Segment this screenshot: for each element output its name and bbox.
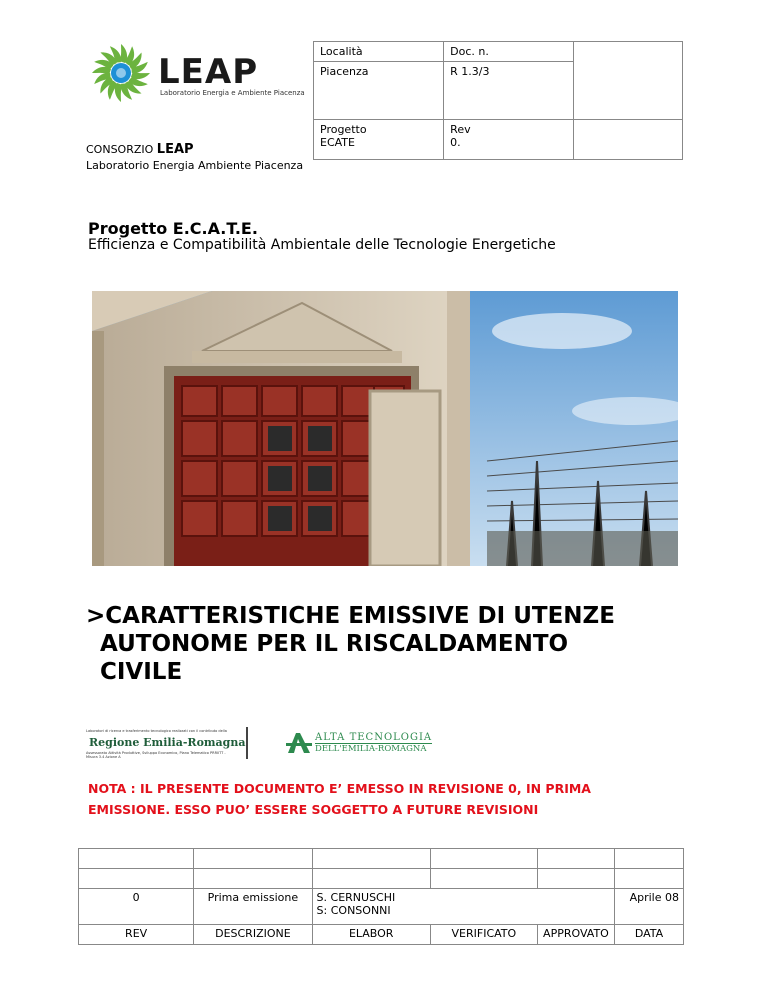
rev-value: 0. xyxy=(450,136,461,149)
alta-tecnologia-emblem-icon xyxy=(286,731,312,755)
header-info-table xyxy=(313,41,683,160)
alta-tecnologia-line-1: ALTA TECNOLOGIA xyxy=(315,731,433,743)
doc-value: R 1.3/3 xyxy=(444,62,574,120)
progetto-value: ECATE xyxy=(320,136,355,149)
project-subtitle: Efficienza e Compatibilità Ambientale delle Tecnologie Energetiche xyxy=(88,237,556,253)
localita-label: Località xyxy=(314,42,444,62)
document-title-line-2: AUTONOME PER IL RISCALDAMENTO xyxy=(100,631,569,657)
rev-header-data: DATA xyxy=(615,925,684,945)
regione-logo-bottom-text: Assessorato Attività Produttive, Sviluppo Economico, Piano Telematico PRRIITT - Misura 3.4 Azione A xyxy=(86,751,226,759)
rev-table-empty xyxy=(79,869,194,889)
regione-logo-top-text: Laboratori di ricerca e trasferimento tecnologico realizzati con il contributo della xyxy=(86,729,227,733)
rev-table-empty xyxy=(312,869,430,889)
header-empty-cell xyxy=(574,42,683,120)
cover-photo xyxy=(92,291,678,566)
rev-number-cell: 0 xyxy=(79,889,194,925)
rev-header-descrizione: DESCRIZIONE xyxy=(194,925,312,945)
document-title xyxy=(86,602,686,686)
consorzio-full-name: Laboratorio Energia Ambiente Piacenza xyxy=(86,159,304,172)
rev-header-approvato: APPROVATO xyxy=(537,925,614,945)
project-title: Progetto E.C.A.T.E. xyxy=(88,219,258,238)
doc-label: Doc. n. xyxy=(444,42,574,62)
consorzio-label xyxy=(86,142,194,157)
rev-description-cell: Prima emissione xyxy=(194,889,312,925)
rev-header-elabor: ELABOR xyxy=(312,925,430,945)
rev-table-empty xyxy=(537,849,614,869)
rev-table-empty xyxy=(615,869,684,889)
rev-table-empty xyxy=(430,849,537,869)
rev-label: Rev xyxy=(450,123,471,136)
consorzio-name: LEAP xyxy=(156,142,194,157)
rev-header-verificato: VERIFICATO xyxy=(430,925,537,945)
document-title-line-3: CIVILE xyxy=(100,659,183,685)
logo-wordmark: LEAP xyxy=(158,52,259,92)
revision-table xyxy=(78,848,684,945)
rev-date-cell: Aprile 08 xyxy=(615,889,684,925)
document-title-line-1: >CARATTERISTICHE EMISSIVE DI UTENZE xyxy=(86,603,615,629)
logo-subtitle: Laboratorio Energia e Ambiente Piacenza xyxy=(160,89,305,97)
rev-table-empty xyxy=(312,849,430,869)
consorzio-prefix: CONSORZIO xyxy=(86,143,154,156)
rev-cell xyxy=(444,120,574,160)
progetto-label: Progetto xyxy=(320,123,367,136)
alta-tecnologia-line-2: DELL'EMILIA-ROMAGNA xyxy=(315,743,432,755)
header-empty-cell-2 xyxy=(574,120,683,160)
regione-logo-name: Regione Emilia-Romagna xyxy=(89,736,246,749)
alta-tecnologia-logo xyxy=(286,730,444,756)
rev-table-empty xyxy=(430,869,537,889)
localita-value: Piacenza xyxy=(314,62,444,120)
rev-elabor-author-2: S: CONSONNI xyxy=(316,904,391,917)
regione-emilia-romagna-logo xyxy=(86,729,246,763)
rev-header-rev: REV xyxy=(79,925,194,945)
rev-table-empty xyxy=(537,869,614,889)
progetto-cell xyxy=(314,120,444,160)
rev-table-empty xyxy=(194,869,312,889)
rev-elabor-author-1: S. CERNUSCHI xyxy=(316,891,396,904)
revision-note: NOTA : IL PRESENTE DOCUMENTO E’ EMESSO IN REVISIONE 0, IN PRIMA EMISSIONE. ESSO PUO’ ESSERE SOGGETTO A FUTURE REVISIONI xyxy=(88,781,591,817)
rev-table-empty xyxy=(79,849,194,869)
rev-table-empty xyxy=(615,849,684,869)
rev-elabor-cell xyxy=(312,889,614,925)
sponsor-divider xyxy=(246,727,248,759)
rev-table-empty xyxy=(194,849,312,869)
